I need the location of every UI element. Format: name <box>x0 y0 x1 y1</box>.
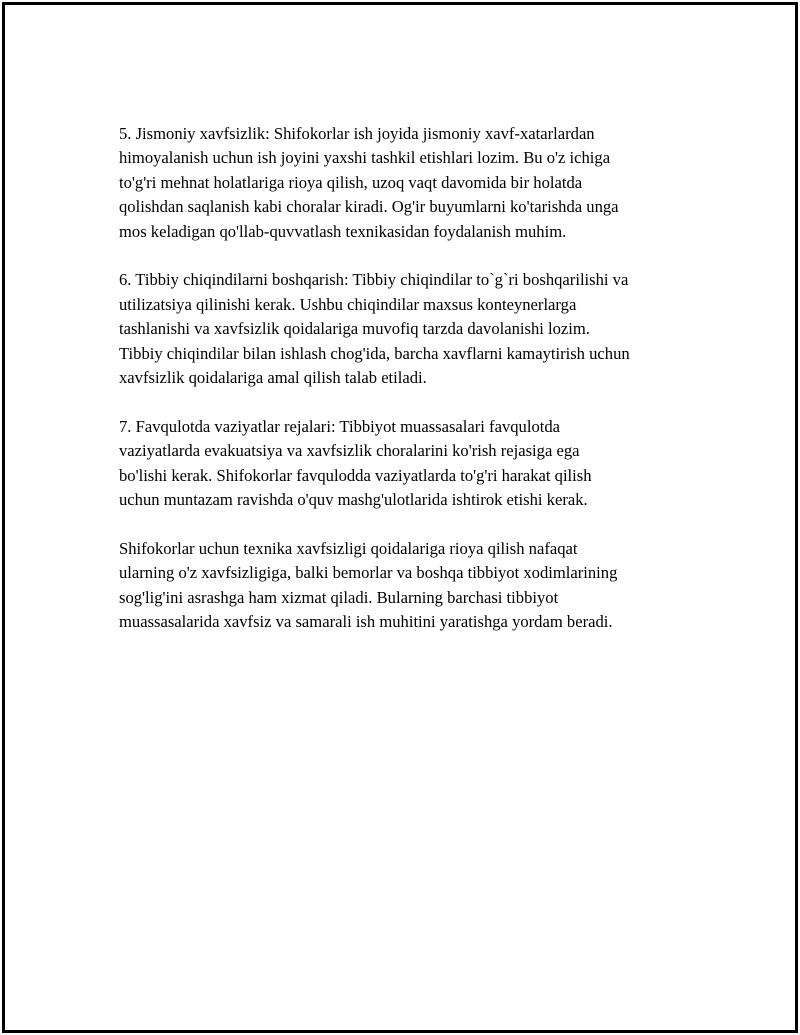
text-line: uchun muntazam ravishda o'quv mashg'ulotlarida ishtirok etishi kerak. <box>119 490 588 510</box>
text-line: himoyalanish uchun ish joyini yaxshi tashkil etishlari lozim. Bu o'z ichiga <box>119 148 611 168</box>
text-line: utilizatsiya qilinishi kerak. Ushbu chiqindilar maxsus konteynerlarga <box>119 294 577 314</box>
text-line: xavfsizlik qoidalariga amal qilish talab etiladi. <box>119 368 427 388</box>
paragraph-medical-waste <box>119 268 699 390</box>
text-line: 6. Tibbiy chiqindilarni boshqarish: Tibbiy chiqindilar to`g`ri boshqarilishi va <box>119 270 629 290</box>
text-line: Tibbiy chiqindilar bilan ishlash chog'ida, barcha xavflarni kamaytirish uchun <box>119 343 630 363</box>
text-line: bo'lishi kerak. Shifokorlar favqulodda vaziyatlarda to'g'ri harakat qilish <box>119 465 592 485</box>
paragraph-conclusion <box>119 537 699 635</box>
paragraph-physical-safety <box>119 122 699 244</box>
paragraph-emergency-plans <box>119 415 699 513</box>
text-line: mos keladigan qo'llab-quvvatlash texnikasidan foydalanish muhim. <box>119 221 567 241</box>
text-line: to'g'ri mehnat holatlariga rioya qilish, uzoq vaqt davomida bir holatda <box>119 172 583 192</box>
text-line: 7. Favqulotda vaziyatlar rejalari: Tibbiyot muassasalari favqulotda <box>119 416 561 436</box>
text-line: sog'lig'ini asrashga ham xizmat qiladi. Bularning barchasi tibbiyot <box>119 587 559 607</box>
page-border <box>2 2 798 1033</box>
text-line: ularning o'z xavfsizligiga, balki bemorlar va boshqa tibbiyot xodimlarining <box>119 563 618 583</box>
text-line: tashlanishi va xavfsizlik qoidalariga muvofiq tarzda davolanishi lozim. <box>119 319 590 339</box>
text-line: Shifokorlar uchun texnika xavfsizligi qoidalariga rioya qilish nafaqat <box>119 538 578 558</box>
text-line: qolishdan saqlanish kabi choralar kiradi. Og'ir buyumlarni ko'tarishda unga <box>119 197 619 217</box>
text-line: muassasalarida xavfsiz va samarali ish muhitini yaratishga yordam beradi. <box>119 612 613 632</box>
text-line: 5. Jismoniy xavfsizlik: Shifokorlar ish joyida jismoniy xavf-xatarlardan <box>119 124 595 143</box>
document-body <box>119 122 699 659</box>
text-line: vaziyatlarda evakuatsiya va xavfsizlik choralarini ko'rish rejasiga ega <box>119 441 580 461</box>
